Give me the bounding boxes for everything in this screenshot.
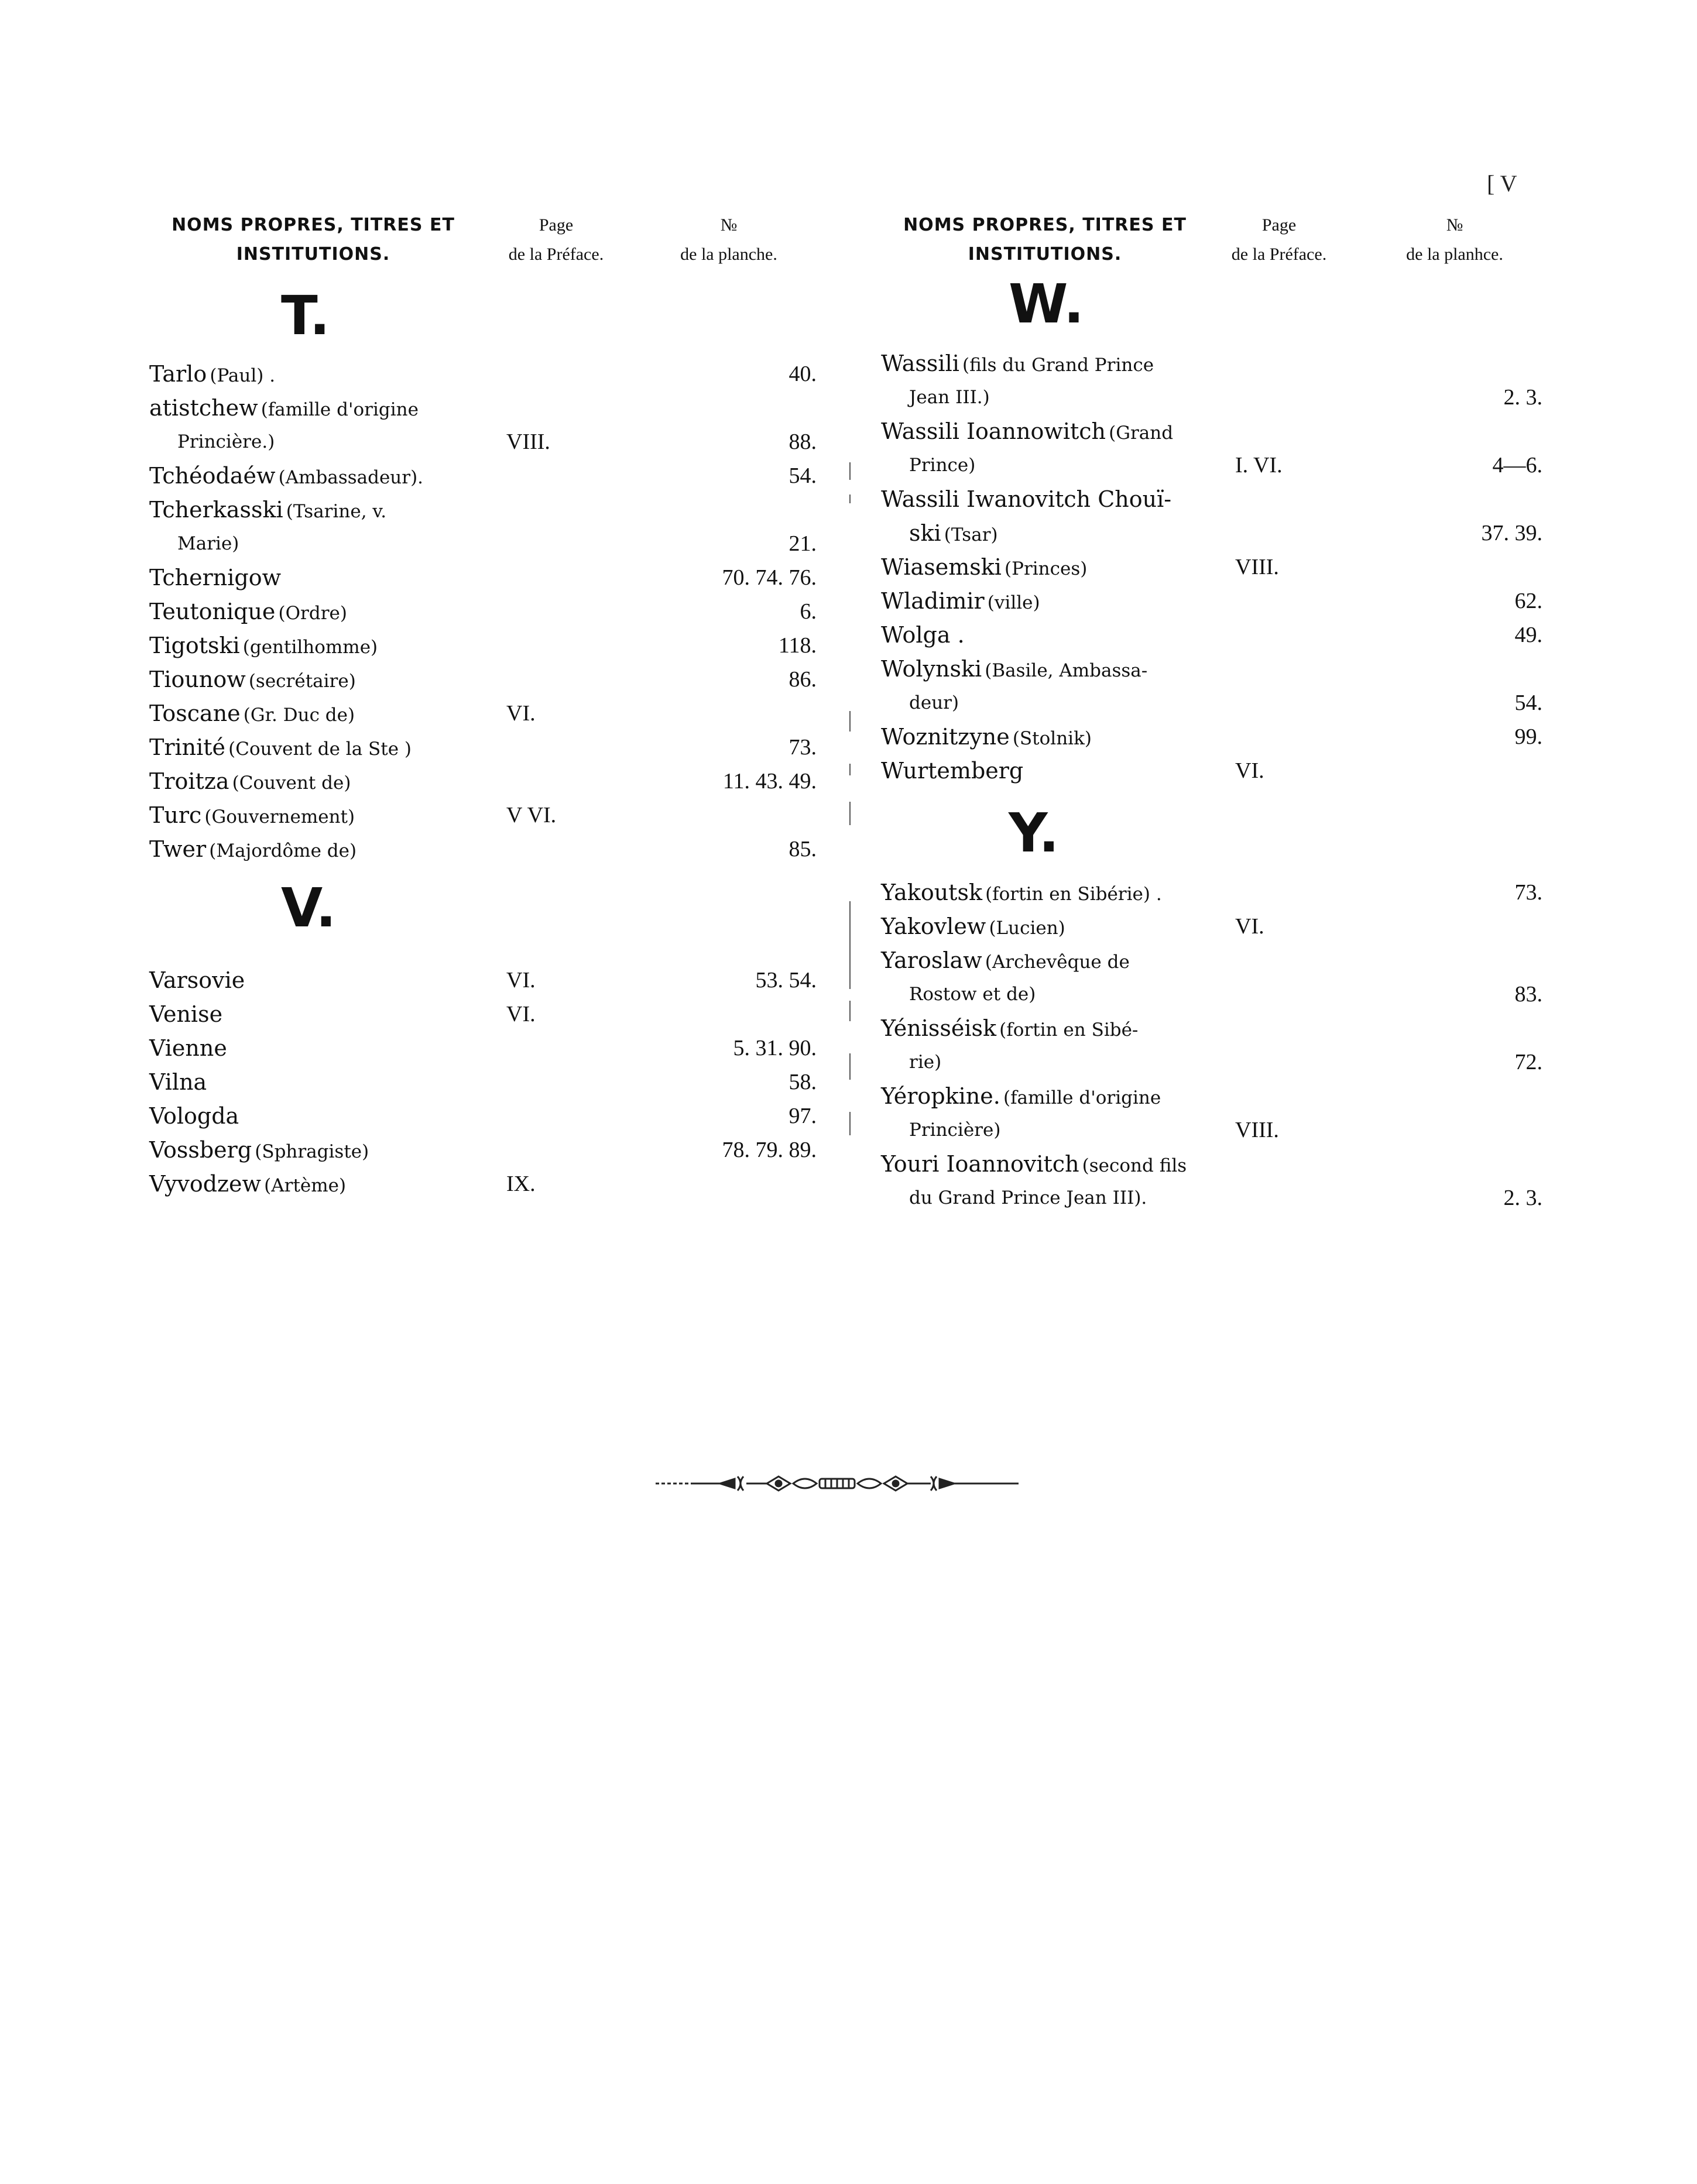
entry-line: [149, 1167, 828, 1201]
plate-header-line1: №: [720, 215, 738, 235]
index-entry: [149, 798, 828, 832]
entry-line: [881, 686, 1542, 720]
index-entry: [149, 696, 828, 730]
index-entry: [881, 584, 1542, 618]
section-letter: T.: [281, 284, 330, 347]
preface-page: VIII.: [506, 430, 550, 454]
entry-line: [149, 595, 828, 629]
entry-line: [881, 1045, 1542, 1079]
entry-description: (Tsarine, v.: [286, 501, 387, 522]
preface-page: I. VI.: [1235, 453, 1283, 478]
entry-description: (Grand: [1109, 423, 1174, 444]
plate-number: 97.: [788, 1104, 817, 1128]
entry-line: [881, 448, 1542, 482]
index-entry: [881, 754, 1542, 788]
index-entry: [881, 652, 1542, 720]
plate-number: 11. 43. 49.: [722, 769, 817, 794]
plate-header-line2: de la planhce.: [1406, 245, 1503, 264]
plate-number: 5. 31. 90.: [733, 1036, 817, 1060]
index-entry: [149, 1099, 828, 1133]
plate-header: [1367, 211, 1542, 269]
index-entry: [149, 1133, 828, 1167]
entry-line: [881, 380, 1542, 414]
index-entry: [149, 595, 828, 629]
column-divider: [848, 445, 852, 1147]
names-header-line1: NOMS PROPRES, TITRES ET: [172, 215, 455, 235]
entry-line: [149, 662, 828, 696]
entry-line: [881, 482, 1542, 516]
entry-name: Trinité: [149, 734, 226, 760]
entry-line: [881, 584, 1542, 618]
right-column-header: [881, 211, 1542, 275]
names-header-line1: NOMS PROPRES, TITRES ET: [903, 215, 1187, 235]
entry-name: Venise: [149, 1001, 223, 1027]
ornament-divider: [656, 1466, 1019, 1501]
index-entry: [149, 561, 828, 595]
preface-page: VI.: [506, 701, 536, 726]
names-header: [881, 211, 1209, 269]
entry-line: [149, 997, 828, 1031]
preface-page: VI.: [1235, 758, 1264, 783]
right-sections: [881, 275, 1542, 1215]
entry-name: Yakoutsk: [881, 880, 982, 905]
plate-number: 54.: [788, 463, 817, 488]
entry-line: [881, 346, 1542, 380]
preface-page: V VI.: [506, 803, 557, 827]
names-header-line2: INSTITUTIONS.: [236, 244, 390, 265]
entry-description: (ville): [987, 592, 1040, 613]
entry-description: (Tsar): [944, 524, 998, 545]
entry-name: Turc: [149, 802, 202, 828]
index-entry: [149, 997, 828, 1031]
index-entry: [149, 730, 828, 764]
entry-line: [149, 527, 828, 561]
index-entry: [881, 1011, 1542, 1079]
index-entry: [149, 1031, 828, 1065]
entry-line: [881, 618, 1542, 652]
entry-name: Wolga .: [881, 622, 965, 648]
plate-number: 73.: [1514, 880, 1542, 905]
entry-description: (Archevêque de: [985, 952, 1130, 973]
section-letter: Y.: [1009, 802, 1060, 864]
plate-number: 62.: [1514, 589, 1542, 613]
entry-line: [881, 943, 1542, 977]
plate-number: 70. 74. 76.: [722, 565, 817, 590]
entry-name: Tigotski: [149, 633, 240, 658]
entry-line: [881, 652, 1542, 686]
entry-name: Vienne: [149, 1035, 227, 1061]
entry-description: (Lucien): [989, 918, 1065, 939]
preface-page: VIII.: [1235, 555, 1279, 579]
plate-number: 83.: [1514, 982, 1542, 1007]
entry-line: [149, 696, 828, 730]
entry-description: rie): [909, 1052, 942, 1073]
entry-line: [881, 414, 1542, 448]
entry-description: (Paul) .: [210, 365, 276, 386]
entry-line: [881, 720, 1542, 754]
plate-number: 2. 3.: [1503, 1186, 1542, 1210]
entry-description: Princière.): [177, 431, 275, 452]
preface-page: IX.: [506, 1172, 536, 1196]
entry-name: Yaroslaw: [881, 947, 982, 973]
page-header-line2: de la Préface.: [508, 245, 604, 264]
entry-name: Wurtemberg: [881, 758, 1024, 784]
entry-description: (Artème): [264, 1175, 347, 1196]
section-letter: W.: [1009, 273, 1084, 335]
index-entry: [881, 1147, 1542, 1215]
entry-line: [149, 832, 828, 866]
index-entry: [881, 1079, 1542, 1147]
entry-name: Wassili: [881, 351, 959, 376]
left-column-header: [149, 211, 828, 275]
entry-name: Wladimir: [881, 588, 985, 614]
preface-page: VI.: [1235, 914, 1264, 939]
plate-header-line1: №: [1446, 215, 1463, 235]
entry-line: [149, 629, 828, 662]
entry-name: Wassili Ioannowitch: [881, 418, 1106, 444]
entry-description: (Stolnik): [1012, 728, 1092, 749]
entry-name: Twer: [149, 836, 207, 862]
plate-number: 37. 39.: [1481, 521, 1542, 545]
entry-line: [149, 798, 828, 832]
plate-number: 99.: [1514, 724, 1542, 749]
index-entry: [881, 414, 1542, 482]
plate-number: 118.: [778, 633, 817, 658]
plate-number: 72.: [1514, 1050, 1542, 1074]
entry-line: [881, 1079, 1542, 1113]
entry-description: Prince): [909, 455, 976, 476]
entry-name: Vologda: [149, 1103, 239, 1129]
entry-line: [881, 977, 1542, 1011]
entry-description: (gentilhomme): [242, 637, 378, 658]
entry-description: Marie): [177, 533, 239, 554]
entry-name: Youri Ioannovitch: [881, 1151, 1079, 1177]
index-entry: [881, 720, 1542, 754]
entry-name: Tchéodaéw: [149, 463, 276, 489]
entry-line: [149, 1133, 828, 1167]
entry-description: (Gouvernement): [204, 806, 355, 827]
index-entry: [881, 346, 1542, 414]
names-header-line2: INSTITUTIONS.: [968, 244, 1122, 265]
index-entry: [149, 493, 828, 561]
right-column: [881, 211, 1542, 1215]
entry-name: Yénisséisk: [881, 1015, 997, 1041]
entry-name: Tcherkasski: [149, 497, 283, 523]
entry-description: (fortin en Sibé-: [999, 1019, 1139, 1041]
entry-line: [149, 561, 828, 595]
entry-name: Tarlo: [149, 361, 207, 387]
plate-number: 21.: [788, 531, 817, 556]
entry-description: (fortin en Sibérie) .: [985, 884, 1162, 905]
index-entry: [881, 550, 1542, 584]
index-entry: [149, 1167, 828, 1201]
plate-number: 40.: [788, 362, 817, 386]
entry-description: (Majordôme de): [209, 840, 357, 861]
page-header: [477, 211, 635, 269]
entry-description: (famille d'origine: [1003, 1087, 1161, 1108]
entry-line: [149, 425, 828, 459]
entry-name: Wolynski: [881, 656, 982, 682]
entry-line: [881, 550, 1542, 584]
entry-line: [149, 764, 828, 798]
entry-name: Vilna: [149, 1069, 207, 1095]
entry-description: Rostow et de): [909, 984, 1036, 1005]
index-entry: [149, 963, 828, 997]
entry-line: [149, 1065, 828, 1099]
entry-name: atistchew: [149, 395, 258, 421]
entry-description: (Gr. Duc de): [243, 705, 355, 726]
entry-name: Toscane: [149, 700, 241, 726]
index-entry: [149, 662, 828, 696]
plate-number: 73.: [788, 735, 817, 760]
section-letter: V.: [281, 877, 337, 939]
index-entry: [149, 1065, 828, 1099]
entry-description: (Princes): [1005, 558, 1088, 579]
entry-description: (fils du Grand Prince: [962, 355, 1154, 376]
entry-name: Varsovie: [149, 967, 245, 993]
entry-name: Yakovlew: [881, 914, 986, 939]
entry-line: [881, 909, 1542, 943]
page-header: [1200, 211, 1358, 269]
entry-line: [149, 963, 828, 997]
entry-line: [881, 875, 1542, 909]
index-entry: [881, 943, 1542, 1011]
index-entry: [881, 909, 1542, 943]
preface-page: VI.: [506, 1002, 536, 1026]
names-header: [149, 211, 477, 269]
entry-description: (Ordre): [278, 603, 347, 624]
entry-description: (second fils: [1082, 1155, 1187, 1176]
entry-description: Princière): [909, 1120, 1001, 1141]
entry-description: (Couvent de la Ste ): [228, 739, 412, 760]
page-header-line1: Page: [539, 215, 574, 235]
entry-line: [149, 1099, 828, 1133]
index-entry: [149, 832, 828, 866]
entry-line: [881, 1147, 1542, 1181]
entry-line: [881, 754, 1542, 788]
plate-number: 53. 54.: [755, 968, 817, 993]
entry-line: [149, 730, 828, 764]
entry-name: Vyvodzew: [149, 1171, 262, 1197]
entry-name: ski: [909, 520, 941, 546]
index-entry: [881, 618, 1542, 652]
entry-description: (Sphragiste): [255, 1141, 369, 1162]
entry-line: [149, 357, 828, 391]
page-mark: [ V: [1487, 170, 1517, 197]
index-entry: [149, 357, 828, 391]
left-column: [149, 211, 828, 1201]
entry-name: Woznitzyne: [881, 724, 1010, 750]
plate-number: 78. 79. 89.: [722, 1138, 817, 1162]
index-entry: [881, 482, 1542, 550]
preface-page: VI.: [506, 968, 536, 993]
index-entry: [881, 875, 1542, 909]
entry-name: Tiounow: [149, 667, 246, 692]
index-entry: [149, 459, 828, 493]
entry-description: deur): [909, 692, 959, 713]
page-header-line1: Page: [1261, 215, 1297, 235]
plate-number: 86.: [788, 667, 817, 692]
entry-line: [881, 1011, 1542, 1045]
entry-description: (Ambassadeur).: [278, 467, 424, 488]
index-entry: [149, 629, 828, 662]
index-entry: [149, 764, 828, 798]
entry-name: Wiasemski: [881, 554, 1002, 580]
left-sections: [149, 284, 828, 1201]
plate-number: 85.: [788, 837, 817, 861]
entry-name: Teutonique: [149, 599, 276, 624]
entry-description: (famille d'origine: [260, 399, 419, 420]
entry-description: (Basile, Ambassa-: [985, 660, 1148, 681]
entry-description: du Grand Prince Jean III).: [909, 1187, 1147, 1208]
index-entry: [149, 391, 828, 459]
entry-description: Jean III.): [909, 387, 990, 408]
plate-number: 2. 3.: [1503, 385, 1542, 410]
plate-number: 4—6.: [1492, 453, 1542, 478]
plate-number: 6.: [800, 599, 817, 624]
entry-line: [881, 516, 1542, 550]
entry-name: Wassili Iwanovitch Chouï-: [881, 486, 1172, 512]
entry-name: Troitza: [149, 768, 229, 794]
plate-number: 88.: [788, 430, 817, 454]
entry-line: [881, 1113, 1542, 1147]
entry-line: [149, 459, 828, 493]
plate-header: [641, 211, 817, 269]
plate-number: 49.: [1514, 623, 1542, 647]
entry-line: [149, 391, 828, 425]
plate-number: 54.: [1514, 691, 1542, 715]
entry-line: [149, 1031, 828, 1065]
entry-description: (Couvent de): [232, 772, 351, 794]
preface-page: VIII.: [1235, 1118, 1279, 1142]
entry-line: [149, 493, 828, 527]
entry-line: [881, 1181, 1542, 1215]
entry-name: Vossberg: [149, 1137, 252, 1163]
page-header-line2: de la Préface.: [1231, 245, 1327, 264]
entry-name: Yéropkine.: [881, 1083, 1000, 1109]
entry-name: Tchernigow: [149, 565, 282, 590]
entry-description: (secrétaire): [248, 671, 356, 692]
plate-header-line2: de la planche.: [680, 245, 777, 264]
plate-number: 58.: [788, 1070, 817, 1094]
